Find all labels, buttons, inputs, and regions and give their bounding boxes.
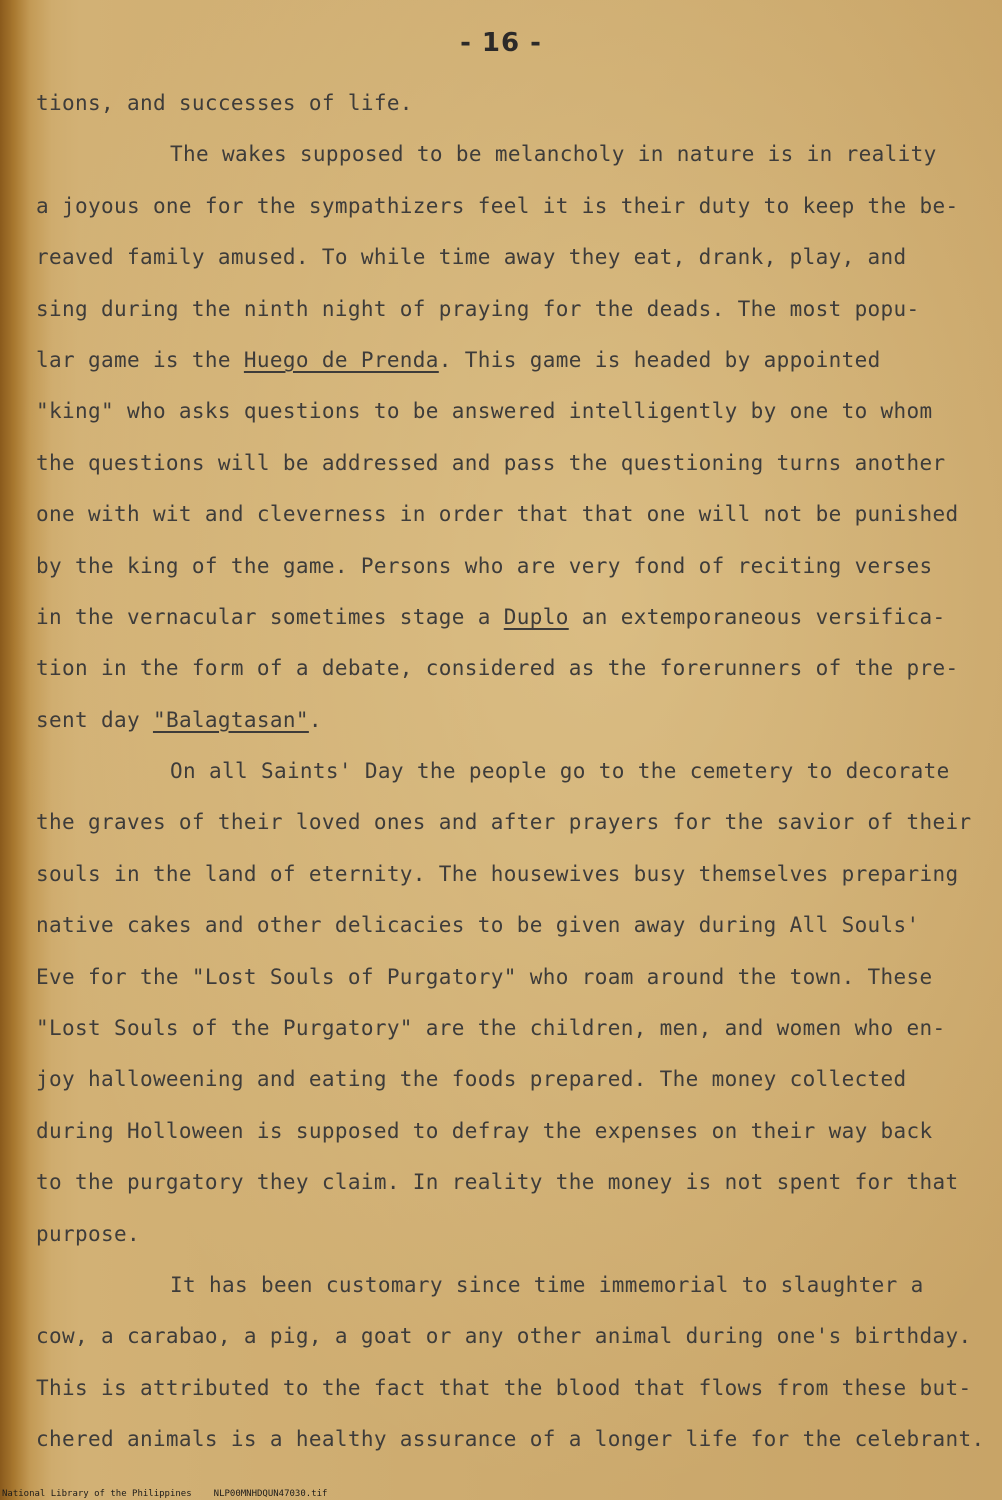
text-line bbox=[36, 695, 966, 746]
text-line: reaved family amused. To while time away they eat, drank, play, and bbox=[36, 245, 907, 270]
text-line: during Holloween is supposed to defray the expenses on their way back bbox=[36, 1118, 933, 1143]
text-segment: an extemporaneous versifica- bbox=[568, 604, 946, 629]
text-line: On all Saints' Day the people go to the cemetery to decorate bbox=[170, 759, 950, 784]
text-line: the questions will be addressed and pass the questioning turns another bbox=[36, 450, 946, 475]
text-line bbox=[36, 592, 966, 643]
page-number: - 16 - bbox=[460, 28, 542, 58]
text-line: souls in the land of eternity. The housewives busy themselves preparing bbox=[36, 861, 959, 886]
text-line: purpose. bbox=[36, 1221, 140, 1246]
text-line: to the purgatory they claim. In reality the money is not spent for that bbox=[36, 1170, 959, 1195]
text-line: Eve for the "Lost Souls of Purgatory" who roam around the town. These bbox=[36, 964, 933, 989]
text-line: native cakes and other delicacies to be given away during All Souls' bbox=[36, 913, 920, 938]
footer-filename: NLP00MNHDQUN47030.tif bbox=[213, 1489, 328, 1499]
text-line: "king" who asks questions to be answered intelligently by one to whom bbox=[36, 399, 933, 424]
text-line: "Lost Souls of the Purgatory" are the children, men, and women who en- bbox=[36, 1016, 946, 1041]
text-segment: . bbox=[308, 707, 322, 732]
underlined-term: Huego de Prenda bbox=[243, 347, 439, 372]
underlined-term: "Balagtasan" bbox=[152, 707, 309, 732]
text-segment: sent day bbox=[36, 707, 153, 732]
text-line: sing during the ninth night of praying for the deads. The most popu- bbox=[36, 296, 920, 321]
text-line: tion in the form of a debate, considered as the forerunners of the pre- bbox=[36, 656, 959, 681]
text-line: cow, a carabao, a pig, a goat or any other animal during one's birthday. bbox=[36, 1324, 972, 1349]
text-line: chered animals is a healthy assurance of a longer life for the celebrant. bbox=[36, 1427, 985, 1452]
underlined-term: Duplo bbox=[503, 604, 569, 629]
text-segment: . This game is headed by appointed bbox=[438, 347, 881, 372]
text-line: joy halloweening and eating the foods prepared. The money collected bbox=[36, 1067, 907, 1092]
text-line: The wakes supposed to be melancholy in nature is in reality bbox=[170, 142, 937, 167]
text-line: one with wit and cleverness in order that that one will not be punished bbox=[36, 502, 959, 527]
body-text bbox=[36, 78, 985, 1466]
text-segment: in the vernacular sometimes stage a bbox=[36, 604, 504, 629]
text-line bbox=[36, 335, 966, 386]
text-line: tions, and successes of life. bbox=[36, 91, 413, 115]
text-line: It has been customary since time immemorial to slaughter a bbox=[170, 1272, 924, 1297]
text-line: the graves of their loved ones and after prayers for the savior of their bbox=[36, 810, 972, 835]
text-line: This is attributed to the fact that the blood that flows from these but- bbox=[36, 1375, 972, 1400]
text-line: a joyous one for the sympathizers feel it is their duty to keep the be- bbox=[36, 193, 959, 218]
text-line: by the king of the game. Persons who are very fond of reciting verses bbox=[36, 553, 933, 578]
scan-footer bbox=[2, 1488, 327, 1500]
text-segment: lar game is the bbox=[36, 347, 244, 372]
footer-library: National Library of the Philippines bbox=[2, 1489, 192, 1499]
